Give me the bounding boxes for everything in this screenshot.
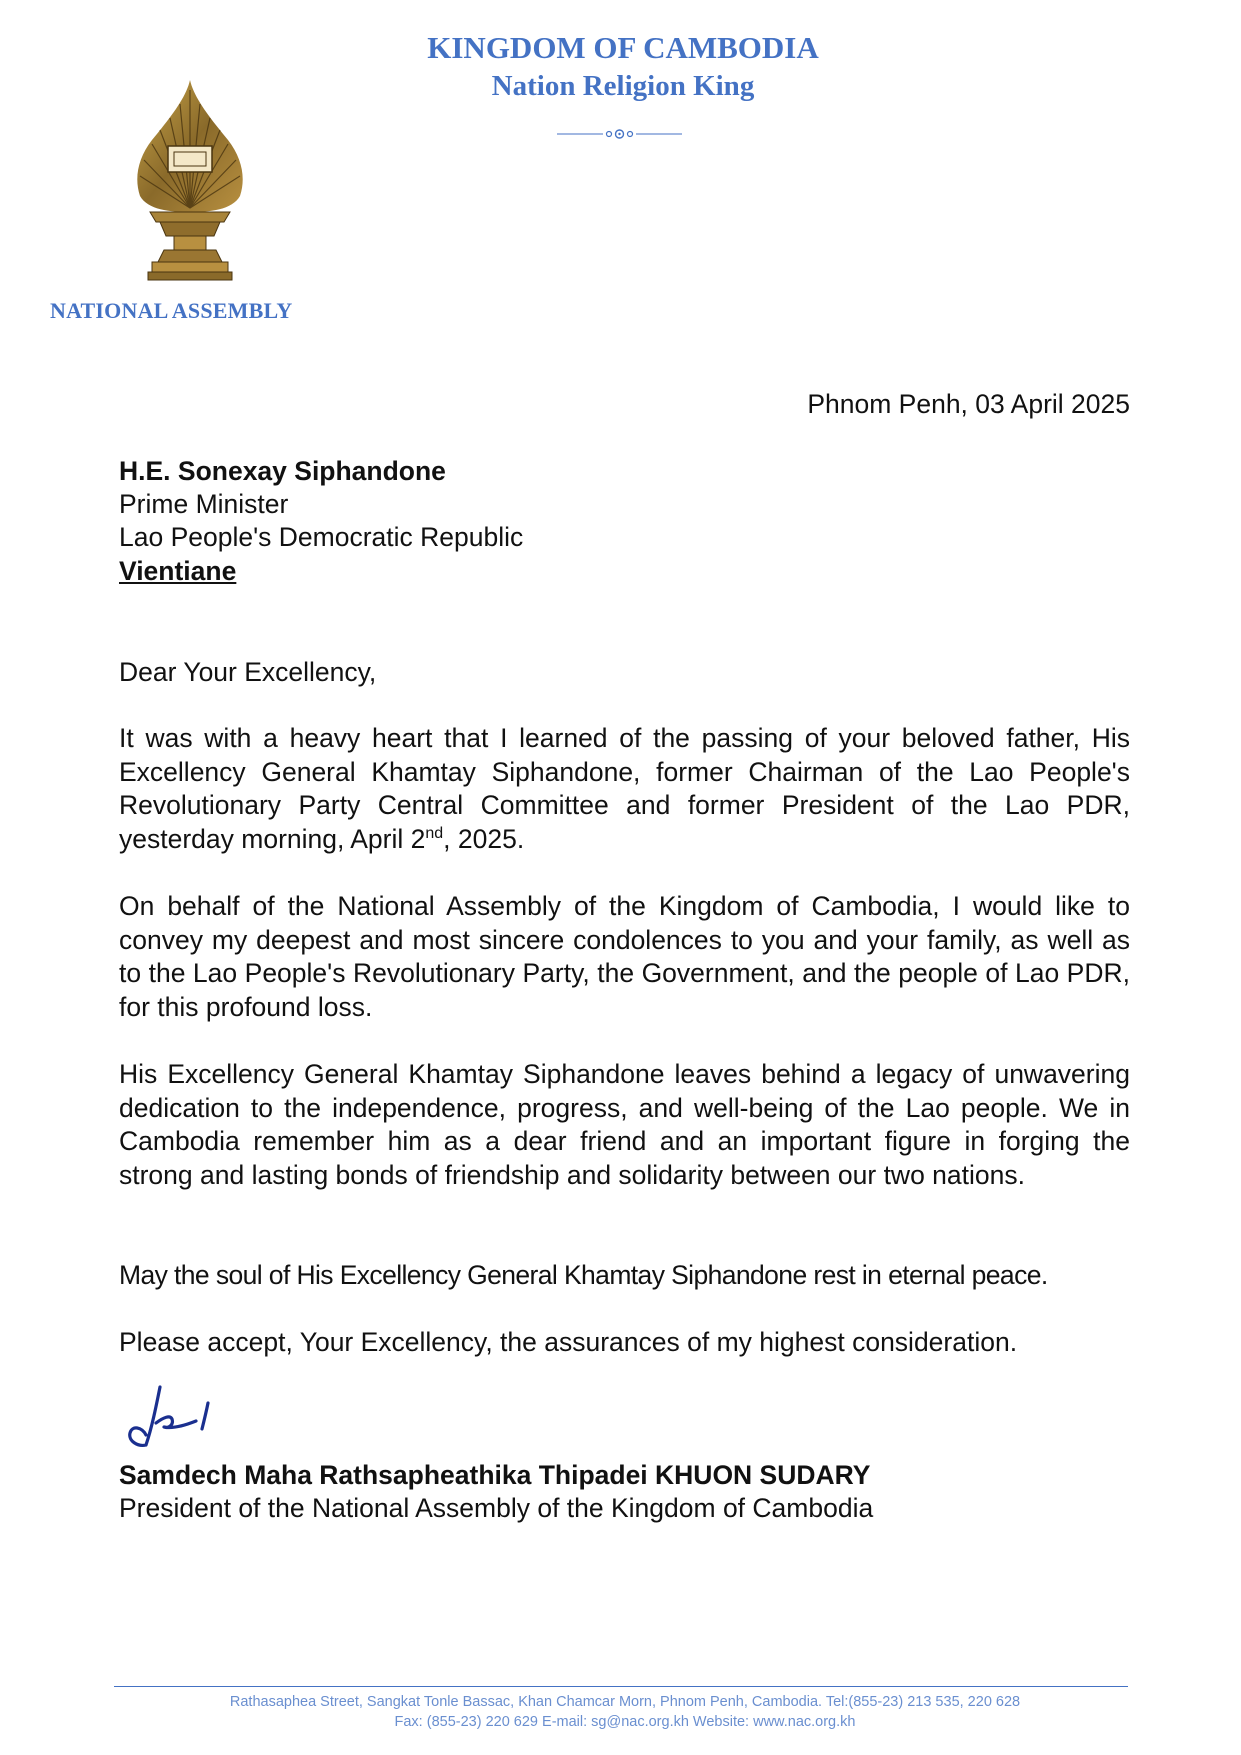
footer-address: Rathasaphea Street, Sangkat Tonle Bassac, Khan Chamcar Morn, Phnom Penh, Cambodia. Tel:(855-23) 213 535, 220 628 — [229, 1694, 1021, 1710]
recipient-organization: Lao People's Democratic Republic — [119, 522, 524, 552]
signatory-title: President of the National Assembly of the Kingdom of Cambodia — [119, 1493, 874, 1523]
body-paragraph-1 — [119, 722, 1130, 856]
footer-divider — [114, 1686, 1128, 1687]
recipient-title: Prime Minister — [119, 489, 289, 519]
footer-contact: Fax: (855-23) 220 629 E-mail: sg@nac.org.kh Website: www.nac.org.kh — [394, 1714, 856, 1730]
letterhead-institution: NATIONAL ASSEMBLY — [50, 298, 293, 323]
body-paragraph-3: His Excellency General Khamtay Siphandone leaves behind a legacy of unwavering dedication to the independence, progress, and well-being of the Lao people. We in Cambodia remember him as a dear friend and an important figure in forging the strong and lasting bonds of friendship and solidarity between our two nations. — [119, 1059, 1130, 1190]
salutation: Dear Your Excellency, — [119, 657, 377, 687]
letterhead-motto: Nation Religion King — [491, 70, 755, 102]
recipient-name: H.E. Sonexay Siphandone — [119, 456, 446, 486]
body-paragraph-1-end: , 2025. — [443, 823, 525, 854]
closing-paragraph: Please accept, Your Excellency, the assurances of my highest consideration. — [119, 1327, 1018, 1357]
letter-date: Phnom Penh, 03 April 2025 — [807, 389, 1130, 419]
recipient-city: Vientiane — [119, 556, 237, 586]
body-paragraph-1-text: It was with a heavy heart that I learned of the passing of your beloved father, His Excellency General Khamtay Siphandone, former Chairman of the Lao People's Revolutionary Party Central Committee and former President of the Lao PDR, yesterday morning, April 2 — [119, 723, 1130, 854]
ornament-divider-icon — [557, 127, 682, 141]
body-paragraph-2: On behalf of the National Assembly of the Kingdom of Cambodia, I would like to convey my deepest and most sincere condolences to you and your family, as well as to the Lao People's Revolutionary Party, the Government, and the people of Lao PDR, for this profound loss. — [119, 891, 1130, 1022]
letterhead-country: KINGDOM OF CAMBODIA — [427, 30, 819, 65]
handwritten-signature — [124, 1383, 232, 1453]
cambodian-royal-emblem-icon — [130, 78, 250, 284]
ordinal-suffix: nd — [425, 824, 444, 842]
signatory-name: Samdech Maha Rathsapheathika Thipadei KHUON SUDARY — [119, 1460, 871, 1490]
body-paragraph-4: May the soul of His Excellency General Khamtay Siphandone rest in eternal peace. — [119, 1260, 1048, 1290]
